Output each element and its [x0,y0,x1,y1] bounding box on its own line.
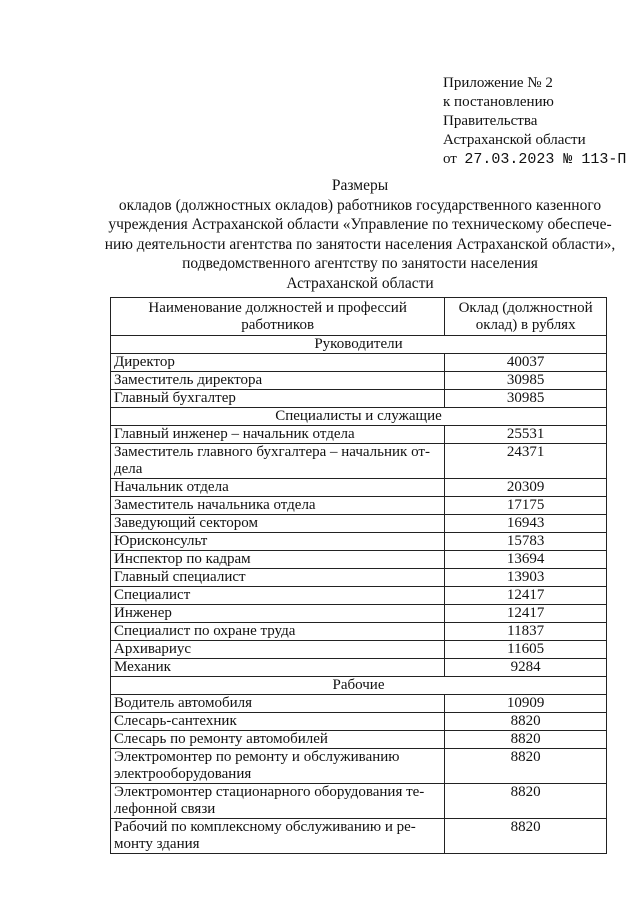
title-line: нию деятельности агентства по занятости населения Астраханской области», [104,235,616,253]
salary-cell: 17175 [445,497,607,515]
table-row [111,372,607,390]
table-row [111,354,607,372]
annex-line-2: к постановлению [443,94,554,110]
table-header-row [111,298,607,336]
salary-cell: 30985 [445,390,607,408]
salary-cell: 8820 [445,713,607,731]
salary-cell: 13694 [445,551,607,569]
table-row [111,641,607,659]
salary-cell: 20309 [445,479,607,497]
position-cell: Слесарь-сантехник [111,713,445,731]
salary-table [110,297,607,854]
position-cell: Рабочий по комплексному обслуживанию и ре-монту здания [111,819,445,854]
position-cell: Слесарь по ремонту автомобилей [111,731,445,749]
table-row [111,479,607,497]
position-cell: Механик [111,659,445,677]
salary-cell: 8820 [445,784,607,819]
position-cell: Электромонтер стационарного оборудования те-лефонной связи [111,784,445,819]
table-row [111,605,607,623]
salary-cell: 16943 [445,515,607,533]
table-row [111,515,607,533]
title-line: Астраханской области [286,274,434,292]
table-row [111,551,607,569]
position-cell: Специалист по охране труда [111,623,445,641]
annex-date [443,150,626,169]
salary-cell: 11837 [445,623,607,641]
salary-cell: 30985 [445,372,607,390]
header-salary: Оклад (должностной оклад) в рублях [445,298,607,336]
table-row [111,731,607,749]
position-cell: Специалист [111,587,445,605]
position-cell: Директор [111,354,445,372]
position-cell: Заместитель директора [111,372,445,390]
table-row [111,695,607,713]
table-row [111,587,607,605]
section-row [111,336,607,354]
title-line: подведомственного агентству по занятости населения [182,255,538,272]
position-cell: Архивариус [111,641,445,659]
table-row [111,390,607,408]
salary-cell: 15783 [445,533,607,551]
salary-cell: 12417 [445,605,607,623]
salary-cell: 24371 [445,444,607,479]
salary-cell: 8820 [445,749,607,784]
annex-line-3: Правительства [443,113,538,129]
section-title: Рабочие [111,677,607,695]
annex-date-prefix: от [443,151,457,167]
section-row [111,677,607,695]
annex-date-stamp: 27.03.2023 № 113-П [464,151,627,168]
position-cell: Инспектор по кадрам [111,551,445,569]
position-cell: Инженер [111,605,445,623]
position-cell: Юрисконсульт [111,533,445,551]
table-row [111,533,607,551]
title-line: учреждения Астраханской области «Управление по техническому обеспече- [108,216,612,233]
table-row [111,659,607,677]
table-row [111,444,607,479]
salary-cell: 25531 [445,426,607,444]
position-cell: Электромонтер по ремонту и обслуживанию электрооборудования [111,749,445,784]
salary-cell: 8820 [445,731,607,749]
table-row [111,784,607,819]
annex-line-4: Астраханской области [443,132,586,148]
position-cell: Главный специалист [111,569,445,587]
section-title: Руководители [111,336,607,354]
title-line: окладов (должностных окладов) работников государственного казенного [118,196,602,214]
position-cell: Начальник отдела [111,479,445,497]
salary-cell: 10909 [445,695,607,713]
section-title: Специалисты и служащие [111,408,607,426]
position-cell: Водитель автомобиля [111,695,445,713]
table-row [111,749,607,784]
position-cell: Заведующий сектором [111,515,445,533]
position-cell: Заместитель главного бухгалтера – начальник от-дела [111,444,445,479]
table-row [111,819,607,854]
salary-cell: 8820 [445,819,607,854]
position-cell: Заместитель начальника отдела [111,497,445,515]
salary-cell: 9284 [445,659,607,677]
table-row [111,569,607,587]
position-cell: Главный бухгалтер [111,390,445,408]
salary-cell: 12417 [445,587,607,605]
section-row [111,408,607,426]
annex-line-1: Приложение № 2 [443,75,553,91]
document-title [100,176,620,293]
title-heading: Размеры [331,177,389,194]
table-row [111,497,607,515]
table-row [111,426,607,444]
position-cell: Главный инженер – начальник отдела [111,426,445,444]
header-position: Наименование должностей и профессий работников [111,298,445,336]
salary-cell: 13903 [445,569,607,587]
annex-block [443,74,626,169]
table-row [111,623,607,641]
salary-cell: 11605 [445,641,607,659]
table-row [111,713,607,731]
salary-cell: 40037 [445,354,607,372]
